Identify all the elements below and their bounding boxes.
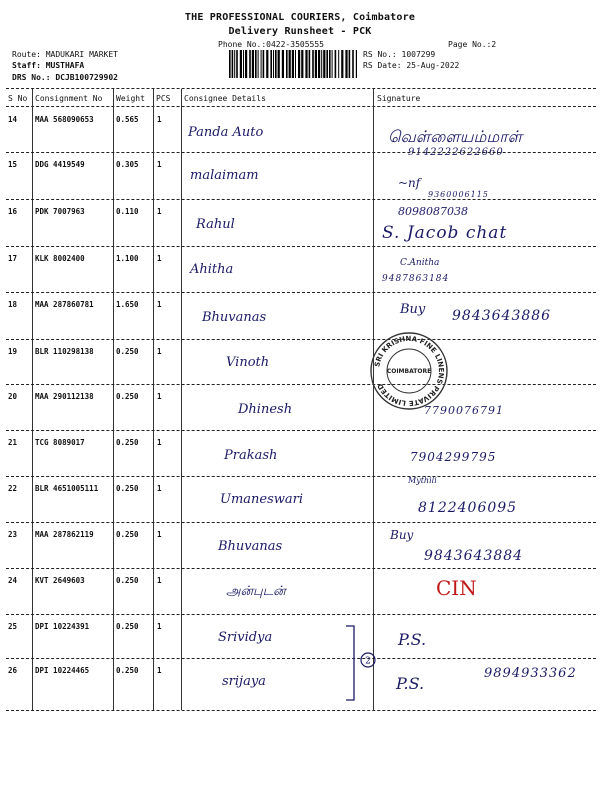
barcode-bar	[240, 50, 242, 78]
company-title: THE PROFESSIONAL COURIERS, Coimbatore	[184, 12, 416, 23]
pieces-count: 1	[157, 392, 162, 401]
barcode-bar	[255, 50, 257, 78]
consignment-number: MAA 287860781	[35, 300, 94, 309]
signature-handwriting: P.S.	[398, 630, 427, 649]
pieces-count: 1	[157, 115, 162, 124]
row-divider	[6, 710, 596, 711]
col-divider	[113, 89, 114, 710]
barcode-bar	[298, 50, 300, 78]
consignee-handwriting: Vinoth	[226, 355, 270, 370]
barcode-bar	[301, 50, 303, 78]
barcode-bar	[289, 50, 291, 78]
col-divider	[153, 89, 154, 710]
col-sno: S No	[8, 94, 28, 103]
consignment-number: DPI 10224465	[35, 666, 90, 675]
barcode-bar	[345, 50, 347, 78]
col-divider	[181, 89, 182, 710]
weight-value: 0.250	[116, 347, 139, 356]
consignment-number: MAA 568090653	[35, 115, 94, 124]
barcode-bar	[234, 50, 235, 78]
weight-value: 1.650	[116, 300, 139, 309]
consignment-number: BLR 110298138	[35, 347, 94, 356]
signature-phone-handwriting: S. Jacob chat	[382, 223, 508, 243]
row-divider	[6, 430, 596, 431]
signature-phone-handwriting: 9843643886	[452, 308, 552, 324]
serial-number: 18	[8, 300, 18, 309]
barcode-bar	[352, 50, 354, 78]
signature-handwriting: வெள்ளையம்மாள்	[388, 127, 523, 146]
barcode-bar	[356, 50, 357, 78]
barcode-bar	[282, 50, 284, 78]
weight-value: 1.100	[116, 254, 139, 263]
row-divider	[6, 246, 596, 247]
row-divider	[6, 152, 596, 153]
consignee-handwriting: Umaneswari	[220, 492, 304, 507]
serial-number: 23	[8, 530, 18, 539]
serial-number: 19	[8, 347, 18, 356]
drs-number: DRS No.: DCJB100729902	[12, 73, 118, 82]
barcode-bar	[349, 50, 351, 78]
consignee-handwriting: Rahul	[196, 217, 235, 232]
barcode-bar	[263, 50, 265, 78]
weight-value: 0.565	[116, 115, 139, 124]
weight-value: 0.305	[116, 160, 139, 169]
barcode-bar	[315, 50, 317, 78]
signature-handwriting: Buy	[400, 302, 426, 317]
phone-number: Phone No.:0422-3505555	[218, 40, 324, 49]
col-consignee: Consignee Details	[184, 94, 266, 103]
row-divider	[6, 658, 596, 659]
consignee-handwriting: Srividya	[218, 630, 273, 645]
barcode-bar	[232, 50, 234, 78]
consignment-number: KLK 8002400	[35, 254, 85, 263]
barcode-bar	[275, 50, 277, 78]
weight-value: 0.250	[116, 484, 139, 493]
barcode-bar	[318, 50, 320, 78]
col-divider	[32, 89, 33, 710]
barcode-bar	[252, 50, 254, 78]
barcode-bar	[266, 50, 268, 78]
rs-date: RS Date: 25-Aug-2022	[363, 61, 460, 70]
consignment-number: KVT 2649603	[35, 576, 85, 585]
consignment-number: MAA 287862119	[35, 530, 94, 539]
barcode-bar	[270, 50, 272, 78]
weight-value: 0.250	[116, 392, 139, 401]
row-divider	[6, 522, 596, 523]
barcode-bar	[286, 50, 288, 78]
weight-value: 0.250	[116, 666, 139, 675]
row-divider	[6, 568, 596, 569]
consignee-handwriting: malaimam	[190, 168, 259, 183]
consignee-handwriting: srijaya	[222, 674, 266, 689]
pieces-count: 1	[157, 160, 162, 169]
pieces-count: 1	[157, 484, 162, 493]
signature-handwriting: C.Anitha	[400, 258, 440, 268]
serial-number: 14	[8, 115, 18, 124]
consignee-handwriting: Ahitha	[190, 262, 234, 277]
consignment-number: MAA 290112138	[35, 392, 94, 401]
column-rule	[6, 106, 596, 107]
consignee-handwriting: Bhuvanas	[218, 539, 283, 554]
barcode-bar	[321, 50, 322, 78]
row-divider	[6, 292, 596, 293]
weight-value: 0.250	[116, 576, 139, 585]
runsheet-subtitle: Delivery Runsheet - PCK	[228, 26, 372, 37]
barcode-bar	[261, 50, 262, 78]
consignment-number: PDK 7007963	[35, 207, 85, 216]
signature-phone-handwriting: 7790076791	[424, 404, 504, 417]
barcode-bar	[249, 50, 251, 78]
row-divider	[6, 199, 596, 200]
route: Route: MADUKARI MARKET	[12, 50, 118, 59]
barcode-bar	[309, 50, 311, 78]
svg-text:2: 2	[365, 656, 371, 667]
barcode-bar	[245, 50, 247, 78]
signature-phone-handwriting: 9487863184	[382, 274, 450, 284]
row-divider	[6, 384, 596, 385]
row-divider	[6, 339, 596, 340]
weight-value: 0.110	[116, 207, 139, 216]
consignment-number: TCG 8089017	[35, 438, 85, 447]
barcode-bar	[258, 50, 259, 78]
barcode-bar	[341, 50, 343, 78]
signature-phone-handwriting: 9142222622660	[408, 147, 504, 158]
pieces-count: 1	[157, 622, 162, 631]
signature-handwriting: Mythili	[408, 476, 437, 485]
seal-center-text: COIMBATORE	[386, 368, 432, 375]
barcode-bar	[229, 50, 231, 78]
signature-handwriting: 8098087038	[398, 205, 468, 218]
pieces-count: 1	[157, 347, 162, 356]
col-weight: Weight	[116, 94, 145, 103]
consignee-handwriting: Dhinesh	[238, 402, 293, 417]
serial-number: 16	[8, 207, 18, 216]
serial-number: 20	[8, 392, 18, 401]
serial-number: 25	[8, 622, 18, 631]
pieces-count: 1	[157, 300, 162, 309]
serial-number: 22	[8, 484, 18, 493]
pieces-count: 1	[157, 576, 162, 585]
barcode-bar	[243, 50, 244, 78]
signature-handwriting: ~nf	[398, 176, 421, 190]
signature-phone-handwriting: 8122406095	[418, 500, 518, 516]
consignee-handwriting: Panda Auto	[188, 125, 264, 140]
barcode	[229, 50, 357, 78]
barcode-bar	[323, 50, 325, 78]
page-number: Page No.:2	[448, 40, 497, 49]
pieces-count: 1	[157, 530, 162, 539]
barcode-bar	[273, 50, 274, 78]
barcode-bar	[305, 50, 307, 78]
seal-ring-text: SRI KRISHNA FINE LINENS PRIVATE LIMITED	[373, 334, 446, 408]
row-divider	[6, 476, 596, 477]
consignment-number: BLR 4651005111	[35, 484, 99, 493]
col-pcs: PCS	[156, 94, 171, 103]
signature-handwriting: CIN	[436, 576, 477, 600]
pieces-count: 1	[157, 438, 162, 447]
barcode-bar	[278, 50, 280, 78]
barcode-bar	[236, 50, 238, 78]
row-divider	[6, 614, 596, 615]
weight-value: 0.250	[116, 438, 139, 447]
barcode-bar	[335, 50, 337, 78]
barcode-bar	[295, 50, 296, 78]
serial-number: 17	[8, 254, 18, 263]
rs-number: RS No.: 1007299	[363, 50, 436, 59]
signature-handwriting: Buy	[390, 528, 414, 542]
serial-number: 26	[8, 666, 18, 675]
company-seal	[368, 330, 450, 412]
consignee-handwriting: Prakash	[224, 448, 278, 463]
consignment-number: DDG 4419549	[35, 160, 85, 169]
barcode-bar	[332, 50, 333, 78]
pieces-count: 1	[157, 207, 162, 216]
col-consignment: Consignment No	[35, 94, 103, 103]
header-rule	[6, 88, 596, 89]
signature-handwriting: P.S.	[396, 674, 425, 693]
serial-number: 15	[8, 160, 18, 169]
consignee-handwriting: Bhuvanas	[202, 310, 267, 325]
pieces-count: 1	[157, 254, 162, 263]
consignee-handwriting: அன்புடன்	[226, 584, 286, 599]
signature-phone-handwriting: 7904299795	[410, 450, 497, 464]
barcode-bar	[312, 50, 314, 78]
barcode-bar	[292, 50, 294, 78]
pieces-count: 1	[157, 666, 162, 675]
barcode-bar	[338, 50, 339, 78]
signature-phone-handwriting: 9894933362	[484, 666, 577, 681]
consignment-number: DPI 10224391	[35, 622, 90, 631]
signature-phone-handwriting: 9843643884	[424, 548, 524, 564]
signature-phone-handwriting: 9360006115	[428, 190, 489, 199]
staff: Staff: MUSTHAFA	[12, 61, 85, 70]
barcode-bar	[329, 50, 331, 78]
weight-value: 0.250	[116, 622, 139, 631]
serial-number: 24	[8, 576, 18, 585]
col-signature: Signature	[377, 94, 421, 103]
serial-number: 21	[8, 438, 18, 447]
barcode-bar	[326, 50, 328, 78]
grouping-bracket	[342, 620, 378, 706]
weight-value: 0.250	[116, 530, 139, 539]
